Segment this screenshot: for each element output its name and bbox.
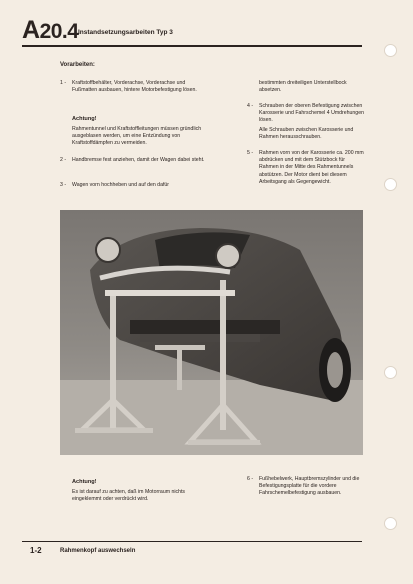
photo-illustration xyxy=(60,210,363,455)
step-text: Kraftstoffbehälter, Vorderachse, Vorderachse und Fußmatten ausbauen, hintere Motorbefestigung lösen. xyxy=(72,80,197,94)
section-label: Vorarbeiten: xyxy=(60,62,95,68)
step-number: 4 - xyxy=(247,103,254,109)
step-6 xyxy=(247,476,365,498)
step-4-note: Alle Schrauben zwischen Karosserie und Rahmen herausschrauben. xyxy=(259,127,354,141)
step-text: Wagen vorn hochheben und auf den dafür xyxy=(72,182,170,188)
page-number: 1-2 xyxy=(30,546,42,555)
binder-hole xyxy=(384,44,397,57)
section-code xyxy=(22,16,78,45)
step-1 xyxy=(60,80,208,94)
header-rule xyxy=(22,45,362,47)
step-3-continuation: bestimmten dreiteiligen Unterstellbock absetzen. xyxy=(259,80,347,94)
step-number: 2 - xyxy=(60,157,67,163)
caption-warning-title: Achtung! xyxy=(72,479,97,485)
step-number: 1 - xyxy=(60,80,67,86)
binder-hole xyxy=(384,178,397,191)
step-number: 5 - xyxy=(247,150,254,156)
step-number: 6 - xyxy=(247,476,254,482)
step-number: 3 - xyxy=(60,182,67,188)
step-2 xyxy=(60,157,208,164)
step-4 xyxy=(247,103,365,125)
caption-warning-text: Es ist darauf zu achten, daß im Motorraum nichts eingeklemmt oder verdrückt wird. xyxy=(72,489,186,503)
section-code-number: 20.4 xyxy=(39,20,79,43)
car-on-stands-photo xyxy=(60,210,363,455)
warning-title: Achtung! xyxy=(72,116,97,122)
footer-rule xyxy=(22,541,362,542)
binder-hole xyxy=(384,366,397,379)
footer-title: Rahmenkopf auswechseln xyxy=(60,548,136,554)
step-text: Schrauben der oberen Befestigung zwischen Karosserie und Fahrschemel 4 Umdrehungen lösen. xyxy=(259,103,364,124)
warning-text: Rahmentunnel und Kraftstoffleitungen müssen gründlich ausgeblasen werden, um eine Entzündung von Kraftstoffdämpfen zu vermeiden. xyxy=(72,126,202,147)
step-5 xyxy=(247,150,365,186)
section-code-letter: A xyxy=(22,16,40,44)
step-text: Handbremse fest anziehen, damit der Wagen dabei steht. xyxy=(72,157,205,163)
step-text: Rahmen vorn von der Karosserie ca. 200 mm abdrücken und mit dem Stützbock für Rahmen in der Mitte des Rahmentunnels abstützen. Der Motor dient bei diesem Arbeitsgang als Gegengewicht. xyxy=(259,150,364,185)
step-3 xyxy=(60,182,208,189)
section-title: Instandsetzungsarbeiten Typ 3 xyxy=(78,29,173,36)
step-text: Fußhebelwerk, Hauptbremszylinder und die Befestigungsplatte für die vordere Fahrschemelbefestigung ausbauen. xyxy=(259,476,360,497)
binder-hole xyxy=(384,517,397,530)
